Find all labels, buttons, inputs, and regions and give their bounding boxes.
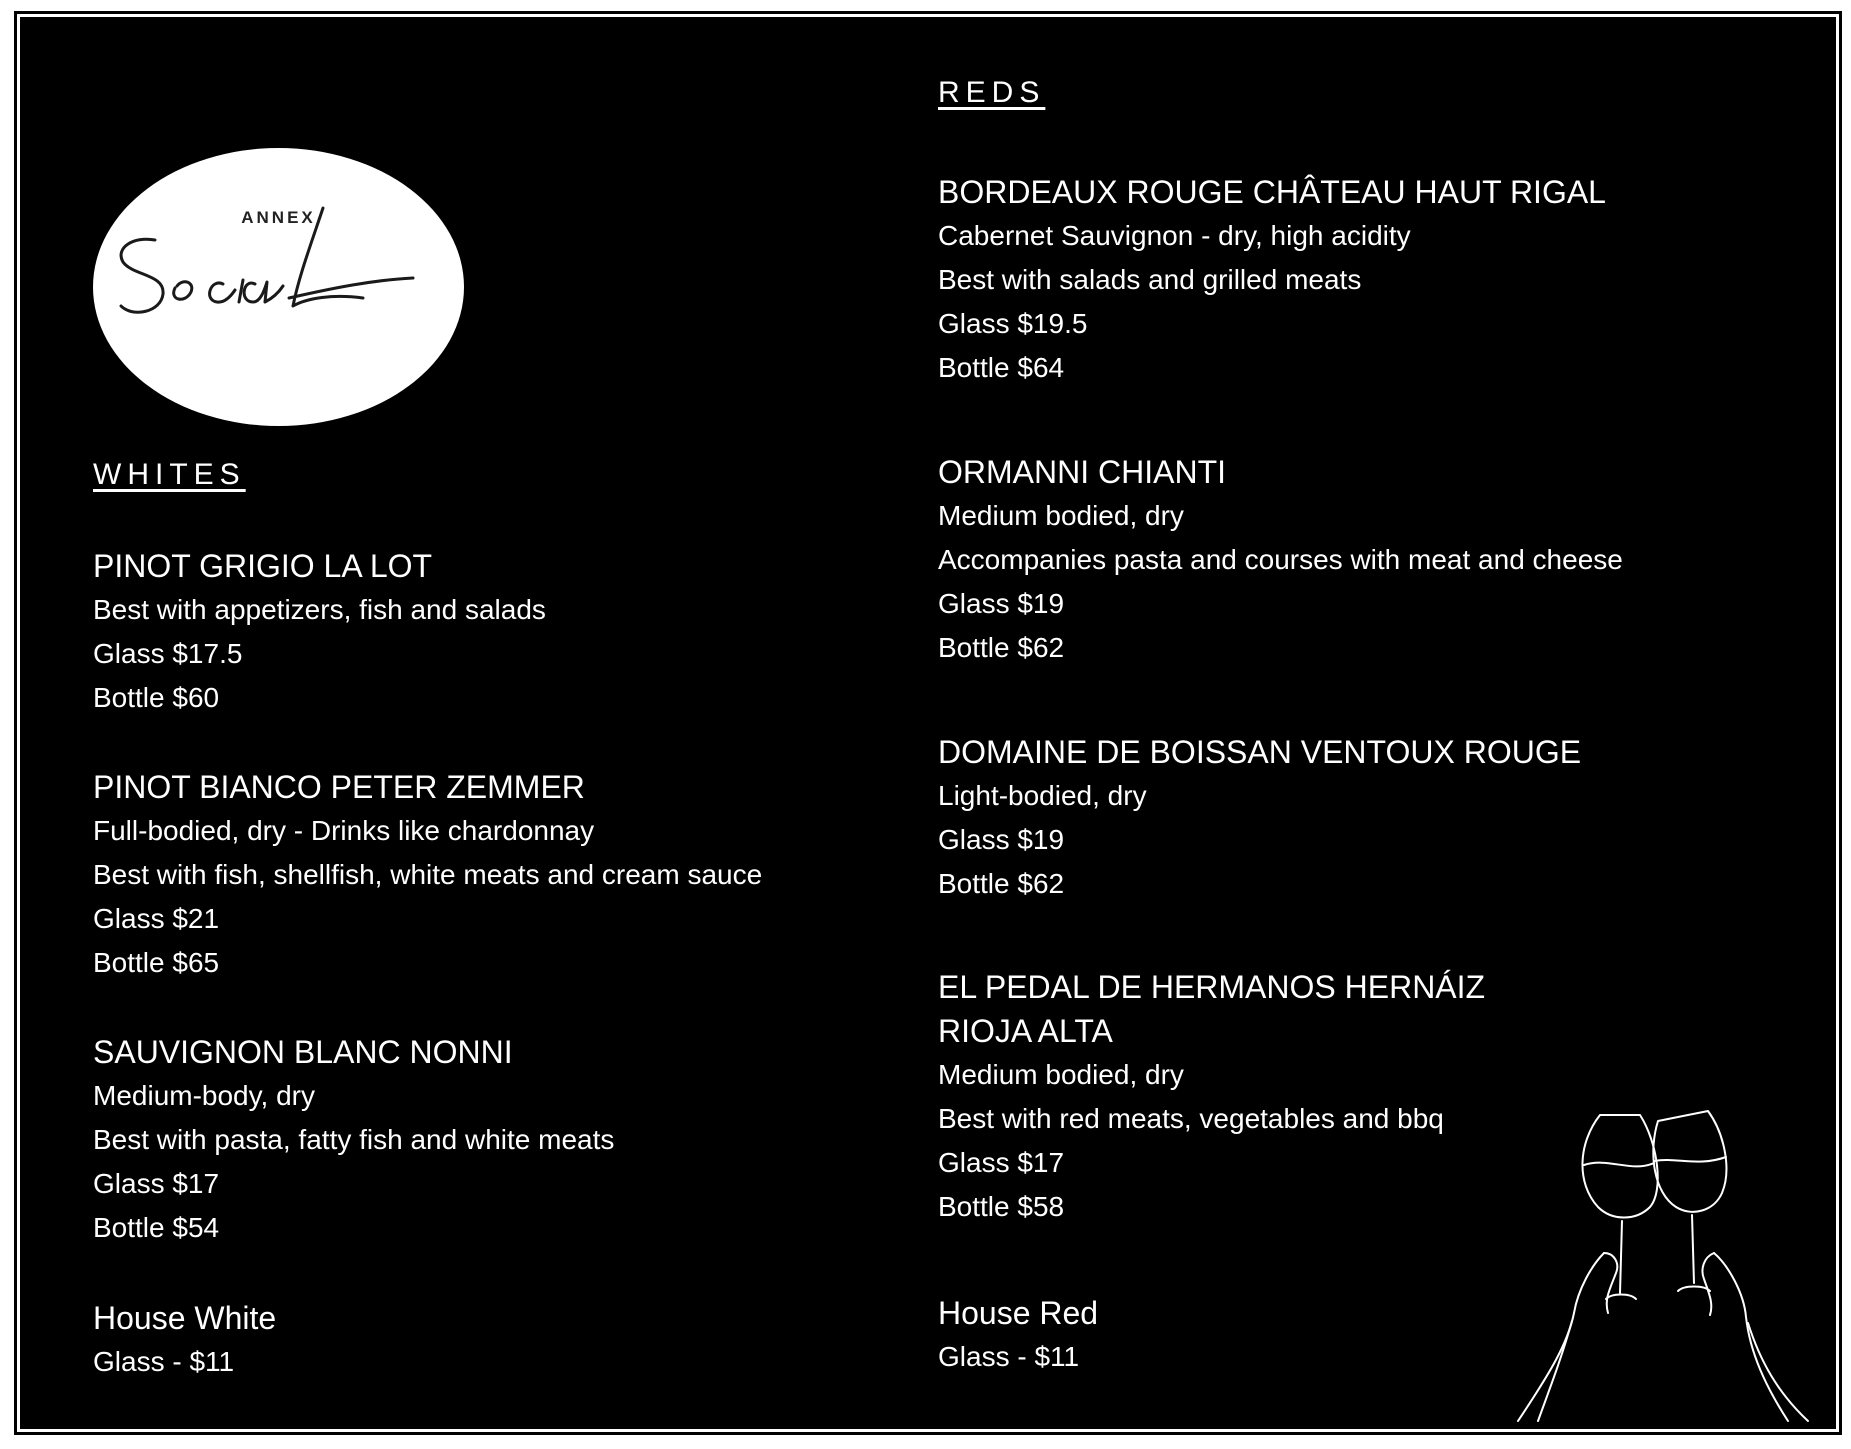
- wine-description: Medium-body, dry: [93, 1080, 316, 1111]
- wine-item: [93, 1296, 276, 1384]
- wine-item: [938, 730, 1581, 906]
- reds-heading: REDS: [938, 76, 1046, 109]
- logo-annex-text: ANNEX: [241, 208, 316, 227]
- wine-description: Full-bodied, dry - Drinks like chardonnay: [93, 815, 595, 846]
- wine-name-line-2: RIOJA ALTA: [938, 1013, 1113, 1049]
- wine-description: Cabernet Sauvignon - dry, high acidity: [938, 220, 1411, 251]
- wine-description: Light-bodied, dry: [938, 780, 1147, 811]
- wine-glass-price: Glass $17.5: [93, 638, 243, 669]
- wine-pairing: Best with appetizers, fish and salads: [93, 594, 546, 625]
- wine-name: DOMAINE DE BOISSAN VENTOUX ROUGE: [938, 734, 1582, 770]
- wine-glass-price: Glass $17: [938, 1147, 1065, 1178]
- wine-bottle-price: Bottle $64: [938, 352, 1065, 383]
- wine-name: EL PEDAL DE HERMANOS HERNÁIZ: [938, 969, 1486, 1005]
- wine-item: [93, 765, 762, 985]
- wine-bottle-price: Bottle $62: [938, 632, 1065, 663]
- wine-item: [938, 450, 1623, 670]
- wine-name: ORMANNI CHIANTI: [938, 454, 1226, 490]
- wine-glass-price: Glass $19.5: [938, 308, 1088, 339]
- wine-pairing: Accompanies pasta and courses with meat and cheese: [938, 544, 1623, 575]
- wine-glass-price: Glass $21: [93, 903, 220, 934]
- wine-glass-price: Glass $17: [93, 1168, 220, 1199]
- wine-name: PINOT GRIGIO LA LOT: [93, 548, 433, 584]
- wine-name: House Red: [938, 1295, 1099, 1331]
- wine-name: BORDEAUX ROUGE CHÂTEAU HAUT RIGAL: [938, 174, 1606, 210]
- wine-bottle-price: Bottle $65: [93, 947, 220, 978]
- wine-pairing: Best with pasta, fatty fish and white meats: [93, 1124, 615, 1155]
- wine-pairing: Best with red meats, vegetables and bbq: [938, 1103, 1444, 1134]
- wine-glass-price: Glass $19: [938, 824, 1065, 855]
- wine-pairing: Best with salads and grilled meats: [938, 264, 1362, 295]
- wine-pairing: Best with fish, shellfish, white meats and cream sauce: [93, 859, 763, 890]
- wine-name: House White: [93, 1300, 277, 1336]
- whites-heading: WHITES: [93, 458, 246, 491]
- wine-description: Medium bodied, dry: [938, 1059, 1184, 1090]
- wine-glass-price: Glass - $11: [938, 1341, 1080, 1372]
- wine-item: [93, 544, 546, 720]
- wine-name: SAUVIGNON BLANC NONNI: [93, 1034, 513, 1070]
- wine-item: [938, 170, 1606, 390]
- annex-social-logo: [93, 148, 464, 426]
- logo-script-signature: [93, 148, 464, 426]
- wine-bottle-price: Bottle $58: [938, 1191, 1065, 1222]
- wine-bottle-price: Bottle $54: [93, 1212, 220, 1243]
- wine-item: [938, 1291, 1098, 1379]
- wine-name: PINOT BIANCO PETER ZEMMER: [93, 769, 585, 805]
- wine-glass-price: Glass - $11: [93, 1346, 235, 1377]
- wine-bottle-price: Bottle $60: [93, 682, 220, 713]
- wine-toast-illustration-icon: [1508, 1103, 1838, 1423]
- wine-item: [938, 965, 1485, 1229]
- wine-description: Medium bodied, dry: [938, 500, 1184, 531]
- wine-bottle-price: Bottle $62: [938, 868, 1065, 899]
- wine-glass-price: Glass $19: [938, 588, 1065, 619]
- wine-item: [93, 1030, 614, 1250]
